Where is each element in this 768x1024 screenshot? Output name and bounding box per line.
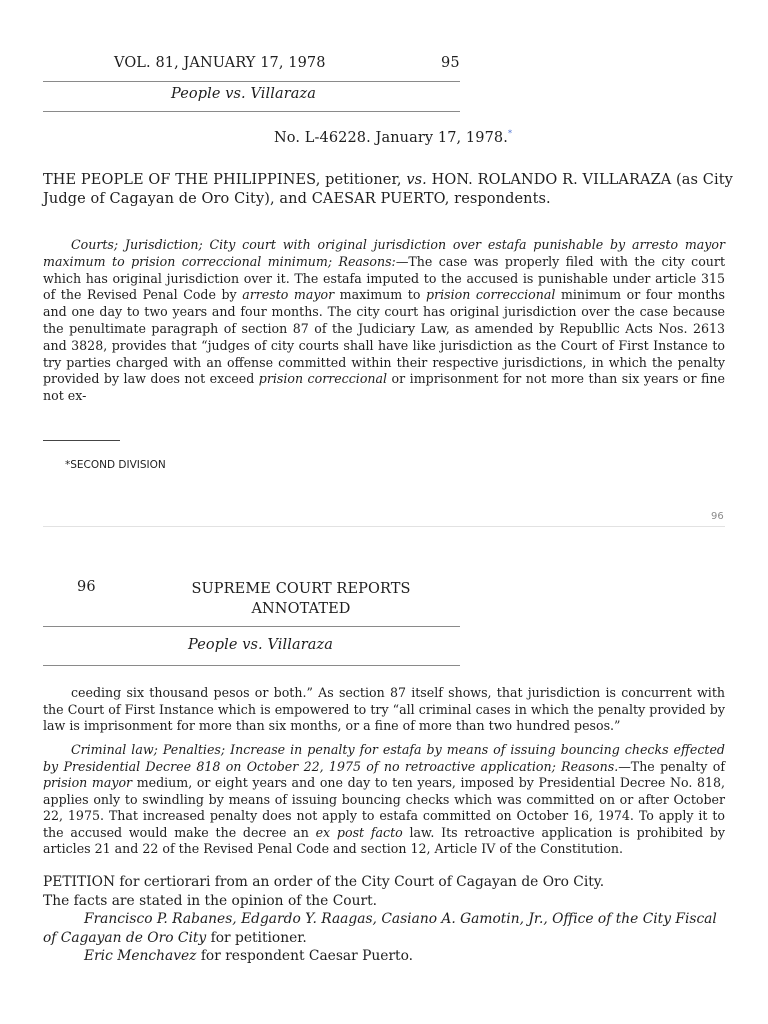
syllabus-1-italic-c: prision correccional	[258, 371, 388, 387]
footnote-reference[interactable]: *	[507, 129, 513, 138]
page-number: 96	[77, 579, 96, 595]
running-head-line-2: ANNOTATED	[251, 601, 351, 617]
syllabus-1-text-a: —The case was properly filed with the city court which has original jurisdiction over it. The estafa imputed to the accused is punishable under article 315 of the Revised Penal Code by	[43, 253, 725, 303]
footnote-separator	[43, 440, 120, 441]
footnote	[65, 459, 166, 471]
case-title: People vs. Villaraza	[188, 637, 334, 653]
header-rule-bottom	[43, 665, 460, 666]
syllabus-paragraph-2	[43, 742, 725, 858]
syllabus-1-text-b: maximum to	[334, 287, 427, 303]
facts-line: The facts are stated in the opinion of the Court.	[43, 892, 378, 909]
petition-line: PETITION for certiorari from an order of the City Court of Cagayan de Oro City.	[43, 874, 605, 890]
running-head-page-number: 95	[441, 55, 460, 71]
header-rule-top	[43, 81, 460, 82]
syllabus-1-italic-a: arresto mayor	[242, 287, 335, 303]
counsel-respondent	[43, 947, 733, 966]
running-head-line-1: SUPREME COURT REPORTS	[191, 581, 411, 597]
counsel-petitioner-names: Francisco P. Rabanes, Edgardo Y. Raagas, Casiano A. Gamotin, Jr., Office of the City Fiscal of Cagayan de Oro City	[43, 911, 717, 946]
footnote-mark: *	[65, 459, 71, 471]
syllabus-2-italic-b: ex post facto	[315, 824, 403, 840]
page-break-rule	[43, 526, 725, 527]
header-rule-bottom	[43, 111, 460, 112]
syllabus-1-italic-b: prision correccional	[426, 287, 556, 303]
petitioner-name: THE PEOPLE OF THE PHILIPPINES	[43, 172, 316, 188]
counsel-respondent-name: Eric Menchavez	[84, 948, 197, 964]
syllabus-2-text-b: medium, or eight years and one day to ten years, imposed by Presidential Decree No. 818, applies only to swindling by means of issuing bouncing checks which was committed on or after October 22, 1975. That increased penalty does not apply to estafa committed on October 16, 1974. To apply it to the accused would make the decree an	[43, 775, 726, 840]
petitioner-role: , petitioner,	[315, 172, 407, 188]
parties-line-1	[43, 172, 733, 188]
syllabus-2-head: Criminal law; Penalties; Increase in penalty for estafa by means of issuing bouncing checks effected by Presidential Decree 818 on October 22, 1975 of no retroactive application; Reasons.	[43, 742, 725, 774]
syllabus-1-text-c: minimum or four months and one day to two years and four months. The city court has original jurisdiction over the case because the penultimate paragraph of section 87 of the Judiciary Law, as amended by Republlic Acts Nos. 2613 and 3828, provides that “judges of city courts shall have like jurisdiction as the Court of First Instance to try parties charged with an offense committed within their respective jurisdictions, in which the penalty provided by law does not exceed	[43, 287, 725, 387]
syllabus-2-text-a: —The penalty of	[618, 758, 725, 774]
versus: vs.	[406, 172, 427, 188]
continued-syllabus: ceeding six thousand pesos or both.” As section 87 itself shows, that jurisdiction is concurrent with the Court of First Instance which is empowered to try “all criminal cases in which the penalty provided by law is imprisonment for more than six months, or a fine of more than two hundred pesos.”	[43, 685, 725, 733]
docket-number	[274, 129, 512, 146]
syllabus-2-text-c: law. Its retroactive application is prohibited by articles 21 and 22 of the Revised Penal Code and section 12, Article IV of the Constitution.	[43, 824, 725, 856]
case-title: People vs. Villaraza	[171, 86, 317, 102]
parties-line-2: Judge of Cagayan de Oro City), and CAESAR PUERTO, respondents.	[43, 191, 551, 207]
respondent-name: HON. ROLANDO R. VILLARAZA (as City	[426, 172, 733, 188]
counsel-petitioner-role: for petitioner.	[206, 929, 307, 946]
footnote-text: SECOND DIVISION	[70, 459, 166, 471]
counsel-respondent-role: for respondent Caesar Puerto.	[196, 948, 414, 964]
page-break-number: 96	[711, 511, 724, 522]
petition-block	[43, 873, 733, 966]
counsel-petitioner	[43, 910, 733, 947]
header-rule-top	[43, 626, 460, 627]
syllabus-2-italic-a: prision mayor	[43, 775, 133, 790]
running-head-title	[178, 579, 424, 619]
syllabus-1-head: Courts; Jurisdiction; City court with original jurisdiction over estafa punishable by arresto mayor maximum to prision correccional minimum; Reasons:	[43, 237, 725, 269]
syllabus-1-text-d: or imprisonment for not more than six years or fine not ex-	[43, 371, 725, 404]
syllabus-paragraph-1	[43, 237, 725, 405]
running-head-volume: VOL. 81, JANUARY 17, 1978	[114, 55, 326, 71]
docket-text: No. L-46228. January 17, 1978.	[274, 129, 508, 146]
